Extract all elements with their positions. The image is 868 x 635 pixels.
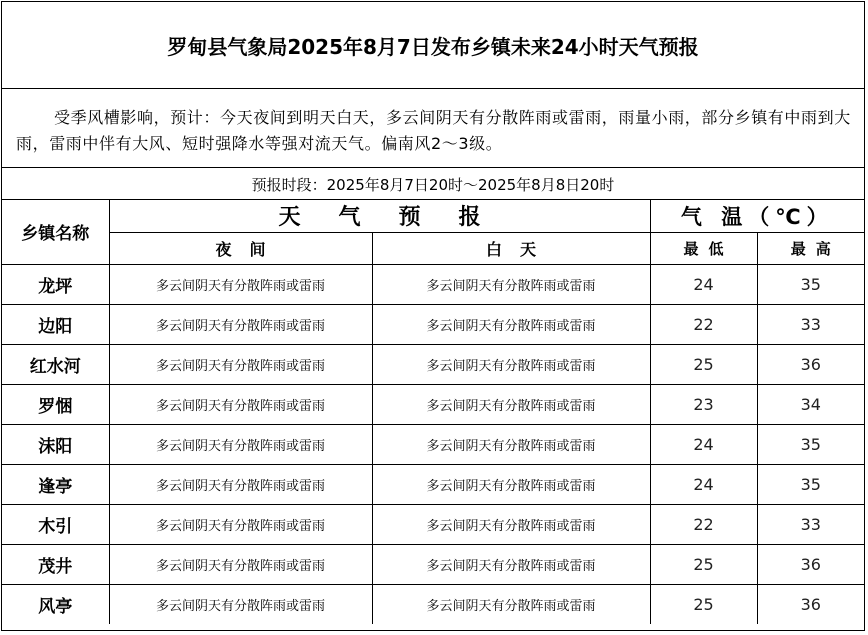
night-forecast-cell: 多云间阴天有分散阵雨或雷雨 bbox=[109, 344, 372, 384]
table-row bbox=[2, 464, 864, 504]
day-forecast-cell: 多云间阴天有分散阵雨或雷雨 bbox=[372, 384, 650, 424]
table-row bbox=[2, 504, 864, 544]
table-row bbox=[2, 424, 864, 464]
header-day: 白天 bbox=[372, 232, 650, 264]
forecast-table bbox=[2, 200, 864, 624]
header-town: 乡镇名称 bbox=[2, 200, 109, 264]
day-forecast-cell: 多云间阴天有分散阵雨或雷雨 bbox=[372, 424, 650, 464]
night-forecast-cell: 多云间阴天有分散阵雨或雷雨 bbox=[109, 304, 372, 344]
night-forecast-cell: 多云间阴天有分散阵雨或雷雨 bbox=[109, 464, 372, 504]
max-temp-cell: 36 bbox=[757, 344, 864, 384]
town-cell: 龙坪 bbox=[2, 264, 109, 304]
town-cell: 木引 bbox=[2, 504, 109, 544]
min-temp-cell: 24 bbox=[650, 264, 757, 304]
night-forecast-cell: 多云间阴天有分散阵雨或雷雨 bbox=[109, 504, 372, 544]
min-temp-cell: 22 bbox=[650, 504, 757, 544]
forecast-period: 预报时段：2025年8月7日20时～2025年8月8日20时 bbox=[2, 169, 864, 200]
max-temp-cell: 35 bbox=[757, 424, 864, 464]
day-forecast-cell: 多云间阴天有分散阵雨或雷雨 bbox=[372, 544, 650, 584]
min-temp-cell: 24 bbox=[650, 424, 757, 464]
night-forecast-cell: 多云间阴天有分散阵雨或雷雨 bbox=[109, 544, 372, 584]
min-temp-cell: 22 bbox=[650, 304, 757, 344]
table-row bbox=[2, 344, 864, 384]
town-cell: 逢亭 bbox=[2, 464, 109, 504]
town-cell: 红水河 bbox=[2, 344, 109, 384]
day-forecast-cell: 多云间阴天有分散阵雨或雷雨 bbox=[372, 464, 650, 504]
min-temp-cell: 25 bbox=[650, 344, 757, 384]
table-row bbox=[2, 304, 864, 344]
night-forecast-cell: 多云间阴天有分散阵雨或雷雨 bbox=[109, 424, 372, 464]
header-max: 最高 bbox=[757, 232, 864, 264]
table-row bbox=[2, 584, 864, 624]
min-temp-cell: 25 bbox=[650, 544, 757, 584]
table-row bbox=[2, 544, 864, 584]
day-forecast-cell: 多云间阴天有分散阵雨或雷雨 bbox=[372, 264, 650, 304]
day-forecast-cell: 多云间阴天有分散阵雨或雷雨 bbox=[372, 584, 650, 624]
forecast-sheet bbox=[1, 1, 865, 631]
night-forecast-cell: 多云间阴天有分散阵雨或雷雨 bbox=[109, 384, 372, 424]
header-temperature: 气 温（℃） bbox=[650, 200, 864, 232]
table-row bbox=[2, 264, 864, 304]
max-temp-cell: 36 bbox=[757, 544, 864, 584]
forecast-summary: 受季风槽影响，预计：今天夜间到明天白天，多云间阴天有分散阵雨或雷雨，雨量小雨，部分乡镇有中雨到大雨，雷雨中伴有大风、短时强降水等强对流天气。偏南风2～3级。 bbox=[2, 89, 864, 168]
max-temp-cell: 34 bbox=[757, 384, 864, 424]
max-temp-cell: 36 bbox=[757, 584, 864, 624]
town-cell: 边阳 bbox=[2, 304, 109, 344]
town-cell: 罗悃 bbox=[2, 384, 109, 424]
max-temp-cell: 35 bbox=[757, 464, 864, 504]
night-forecast-cell: 多云间阴天有分散阵雨或雷雨 bbox=[109, 584, 372, 624]
max-temp-cell: 33 bbox=[757, 504, 864, 544]
page-title: 罗甸县气象局2025年8月7日发布乡镇未来24小时天气预报 bbox=[2, 2, 864, 89]
header-weather-forecast: 天气预报 bbox=[109, 200, 650, 232]
header-night: 夜间 bbox=[109, 232, 372, 264]
town-cell: 风亭 bbox=[2, 584, 109, 624]
day-forecast-cell: 多云间阴天有分散阵雨或雷雨 bbox=[372, 504, 650, 544]
day-forecast-cell: 多云间阴天有分散阵雨或雷雨 bbox=[372, 344, 650, 384]
day-forecast-cell: 多云间阴天有分散阵雨或雷雨 bbox=[372, 304, 650, 344]
max-temp-cell: 35 bbox=[757, 264, 864, 304]
min-temp-cell: 23 bbox=[650, 384, 757, 424]
night-forecast-cell: 多云间阴天有分散阵雨或雷雨 bbox=[109, 264, 372, 304]
table-row bbox=[2, 384, 864, 424]
max-temp-cell: 33 bbox=[757, 304, 864, 344]
header-min: 最低 bbox=[650, 232, 757, 264]
min-temp-cell: 24 bbox=[650, 464, 757, 504]
town-cell: 茂井 bbox=[2, 544, 109, 584]
town-cell: 沫阳 bbox=[2, 424, 109, 464]
min-temp-cell: 25 bbox=[650, 584, 757, 624]
